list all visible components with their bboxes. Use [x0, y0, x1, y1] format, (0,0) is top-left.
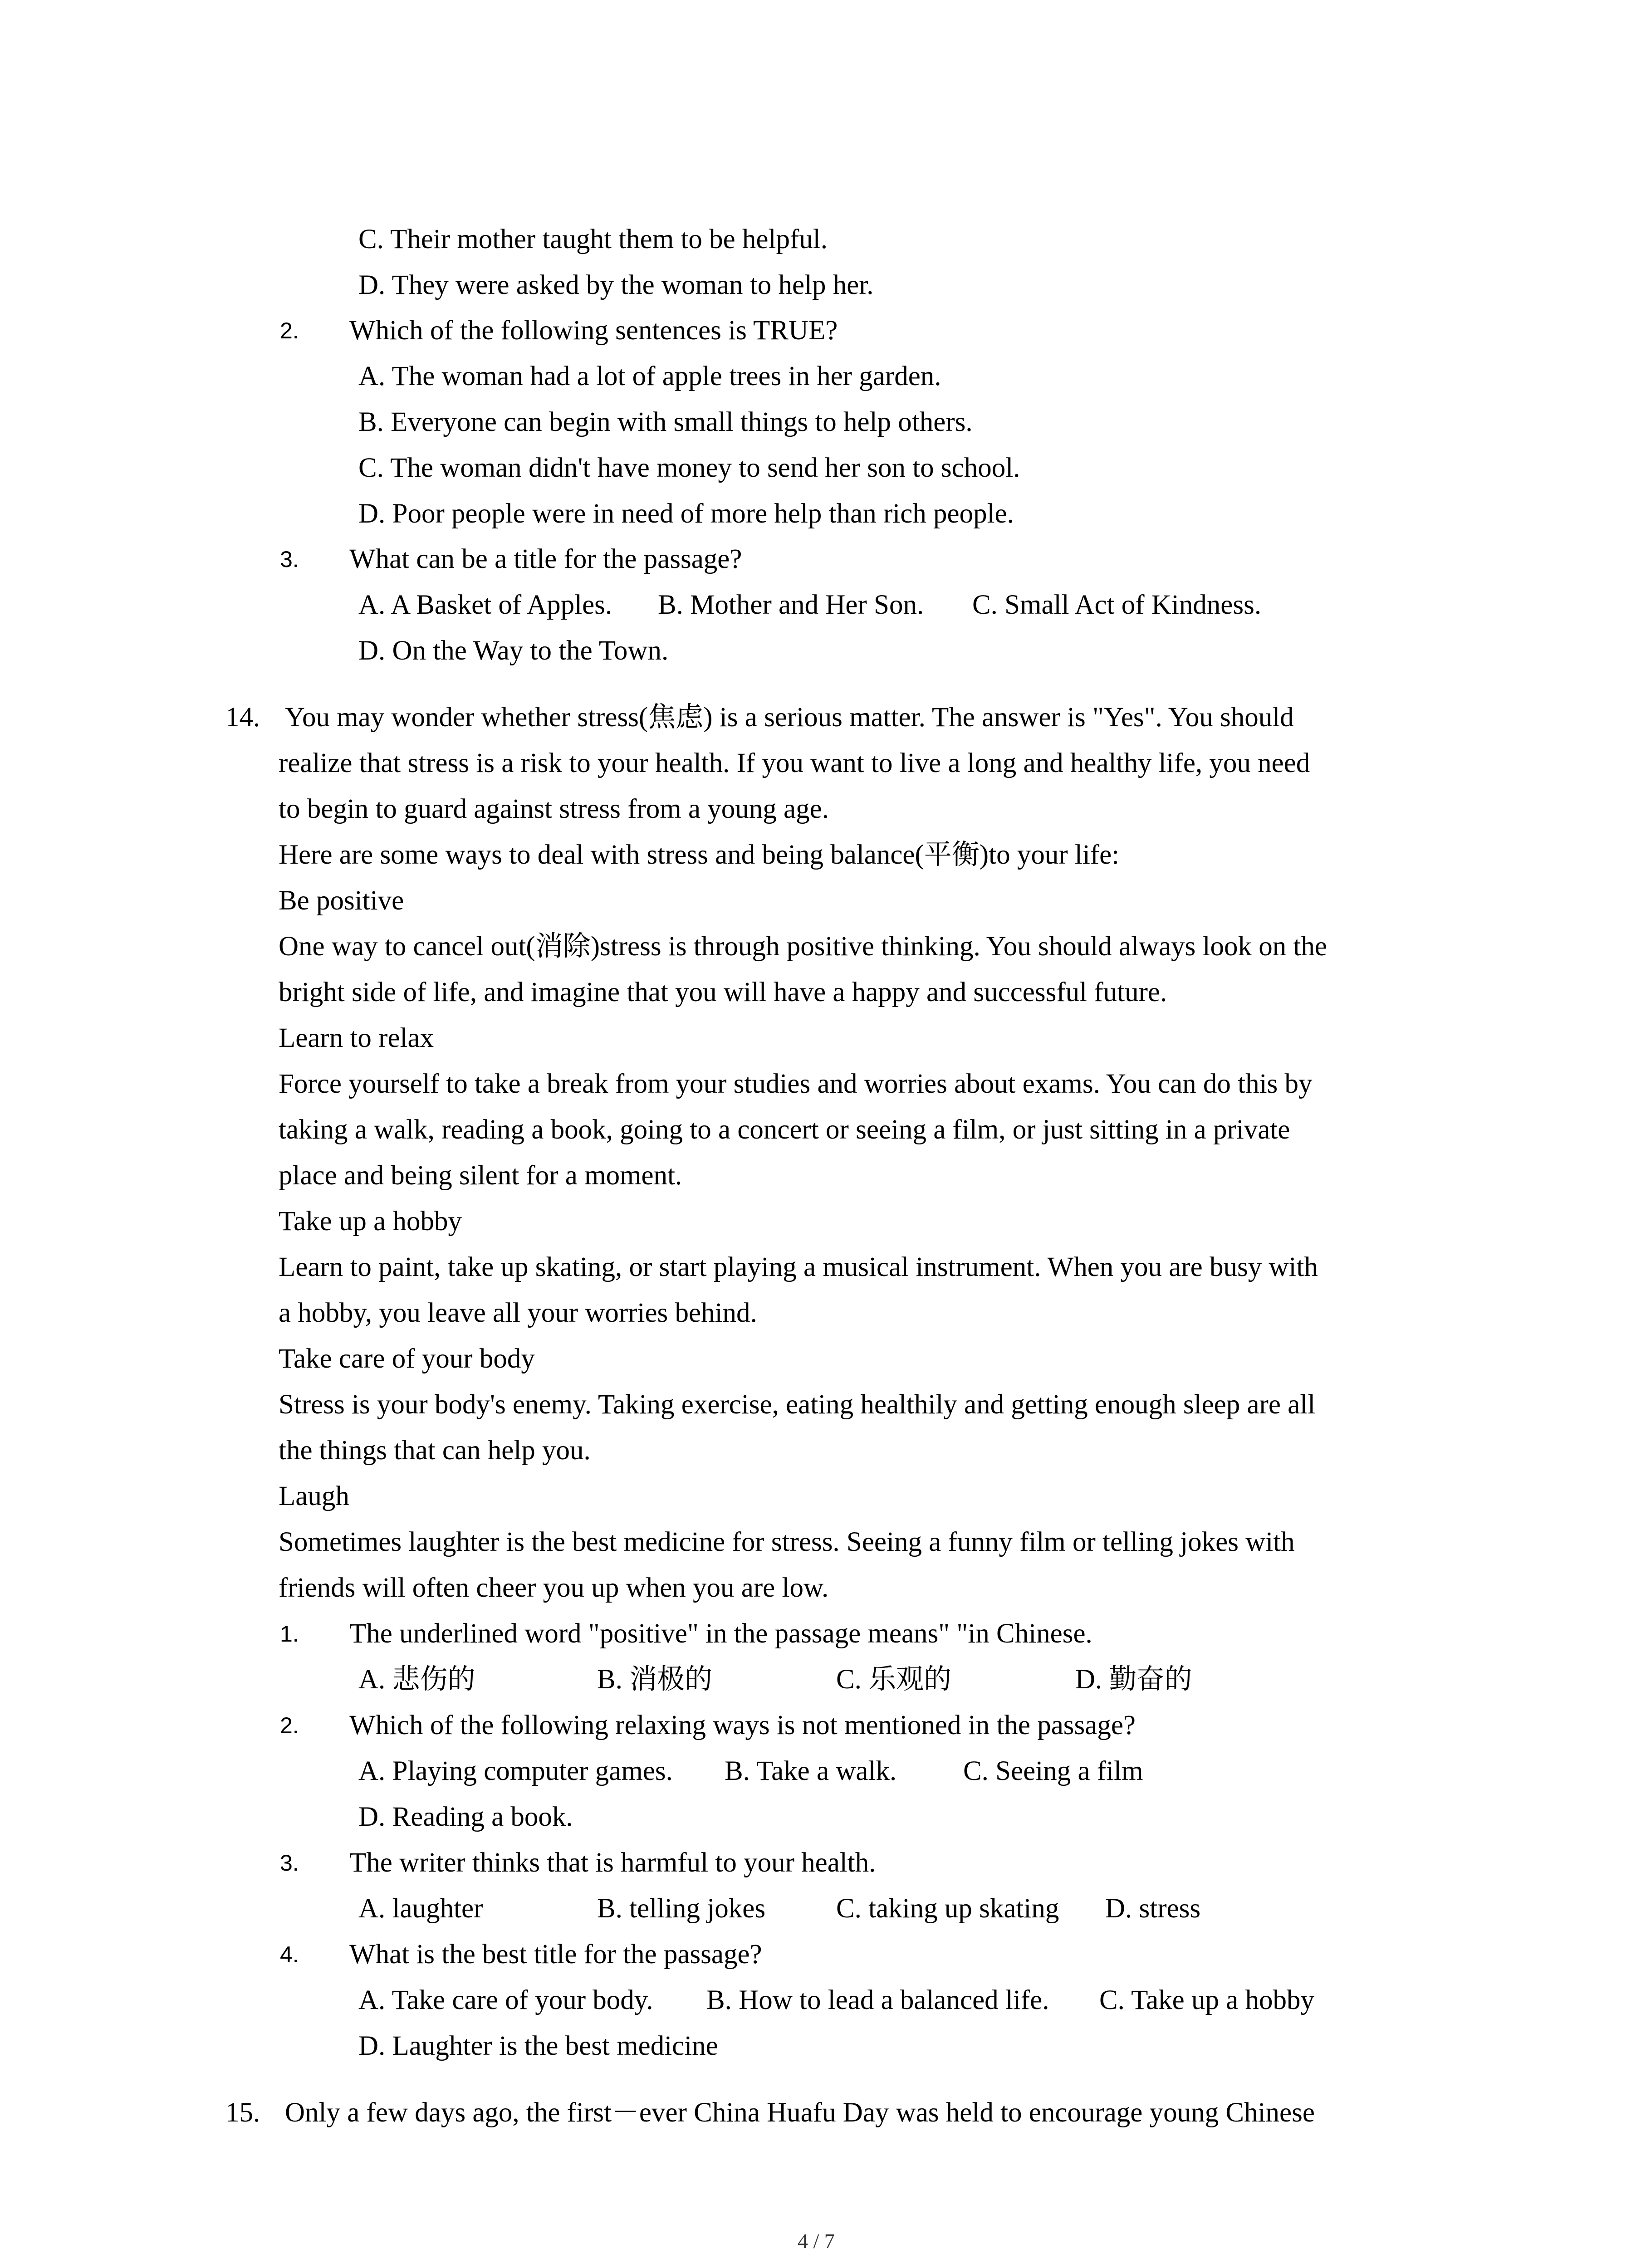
q13-q2-option-d: D. Poor people were in need of more help than rich people. — [358, 499, 1014, 529]
q14-passage-line: friends will often cheer you up when you are low. — [279, 1573, 829, 1603]
q14-q4-option-d: D. Laughter is the best medicine — [358, 2031, 718, 2061]
q14-passage-line: Learn to paint, take up skating, or start playing a musical instrument. When you are busy with — [279, 1252, 1318, 1282]
q14-q3-option-a: A. laughter — [358, 1893, 483, 1924]
q14-passage-line: Stress is your body's enemy. Taking exercise, eating healthily and getting enough sleep are all — [279, 1389, 1316, 1420]
q14-q2-stem: Which of the following relaxing ways is not mentioned in the passage? — [349, 1710, 1136, 1740]
q13-q1-option-d: D. They were asked by the woman to help her. — [358, 270, 874, 300]
q13-q2-option-c: C. The woman didn't have money to send her son to school. — [358, 453, 1020, 483]
q14-q2-option-b: B. Take a walk. — [725, 1756, 897, 1786]
q14-passage-line: One way to cancel out(消除)stress is through positive thinking. You should always look on the — [279, 931, 1327, 962]
q14-passage-line: Here are some ways to deal with stress and being balance(平衡)to your life: — [279, 840, 1120, 870]
q14-passage-line: realize that stress is a risk to your health. If you want to live a long and healthy life, you need — [279, 748, 1310, 778]
q14-q4-option-a: A. Take care of your body. — [358, 1985, 653, 2015]
q14-passage-line: You may wonder whether stress(焦虑) is a serious matter. The answer is "Yes". You should — [285, 702, 1294, 733]
page-number: 4 / 7 — [798, 2229, 835, 2253]
q14-q3-number: 3. — [280, 1850, 299, 1876]
q14-passage-line: to begin to guard against stress from a young age. — [279, 794, 829, 824]
q14-q1-number: 1. — [280, 1621, 299, 1647]
q14-q1-option-d: D. 勤奋的 — [1075, 1664, 1192, 1695]
q14-passage-line: place and being silent for a moment. — [279, 1160, 682, 1191]
q14-q2-option-d: D. Reading a book. — [358, 1802, 573, 1832]
q14-passage-line: bright side of life, and imagine that you will have a happy and successful future. — [279, 977, 1167, 1007]
q13-q2-option-a: A. The woman had a lot of apple trees in her garden. — [358, 361, 941, 391]
q13-q3-option-c: C. Small Act of Kindness. — [972, 590, 1262, 620]
q14-subheading: Learn to relax — [279, 1023, 434, 1053]
q14-passage-line: Force yourself to take a break from your studies and worries about exams. You can do this by — [279, 1069, 1313, 1099]
q14-passage-line: Sometimes laughter is the best medicine for stress. Seeing a funny film or telling jokes with — [279, 1527, 1295, 1557]
q14-q2-option-c: C. Seeing a film — [963, 1756, 1143, 1786]
q15-number: 15. — [225, 2097, 260, 2128]
q13-q2-option-b: B. Everyone can begin with small things to help others. — [358, 407, 973, 437]
q14-q2-number: 2. — [280, 1713, 299, 1738]
q14-passage-line: taking a walk, reading a book, going to a concert or seeing a film, or just sitting in a private — [279, 1114, 1290, 1145]
q14-number: 14. — [225, 702, 260, 733]
q14-q1-option-c: C. 乐观的 — [836, 1664, 952, 1695]
q14-subheading: Laugh — [279, 1481, 349, 1511]
q15-first-line: Only a few days ago, the first－ever China Huafu Day was held to encourage young Chinese — [285, 2097, 1315, 2128]
q14-q4-stem: What is the best title for the passage? — [349, 1939, 762, 1970]
q14-q4-option-c: C. Take up a hobby — [1099, 1985, 1315, 2015]
q14-subheading: Take up a hobby — [279, 1206, 462, 1237]
q14-passage-line: a hobby, you leave all your worries behind. — [279, 1298, 757, 1328]
q14-q3-option-c: C. taking up skating — [836, 1893, 1059, 1924]
q14-q4-number: 4. — [280, 1942, 299, 1967]
q14-subheading: Be positive — [279, 885, 404, 916]
q14-q1-option-b: B. 消极的 — [597, 1664, 713, 1695]
q14-q2-option-a: A. Playing computer games. — [358, 1756, 673, 1786]
q13-q3-option-d: D. On the Way to the Town. — [358, 635, 669, 666]
q13-q2-number: 2. — [280, 318, 299, 343]
q13-q3-stem: What can be a title for the passage? — [349, 544, 742, 574]
q14-q4-option-b: B. How to lead a balanced life. — [706, 1985, 1049, 2015]
q13-q1-option-c: C. Their mother taught them to be helpful. — [358, 224, 828, 254]
q14-q3-stem: The writer thinks that is harmful to your health. — [349, 1848, 876, 1878]
q14-q1-stem: The underlined word "positive" in the passage means" "in Chinese. — [349, 1618, 1092, 1649]
q14-passage-line: the things that can help you. — [279, 1435, 591, 1466]
q13-q3-number: 3. — [280, 547, 299, 572]
q13-q3-option-a: A. A Basket of Apples. — [358, 590, 612, 620]
q13-q2-stem: Which of the following sentences is TRUE? — [349, 315, 838, 346]
q13-q3-option-b: B. Mother and Her Son. — [658, 590, 924, 620]
q14-subheading: Take care of your body — [279, 1344, 535, 1374]
q14-q1-option-a: A. 悲伤的 — [358, 1664, 475, 1695]
q14-q3-option-d: D. stress — [1105, 1893, 1201, 1924]
q14-q3-option-b: B. telling jokes — [597, 1893, 766, 1924]
